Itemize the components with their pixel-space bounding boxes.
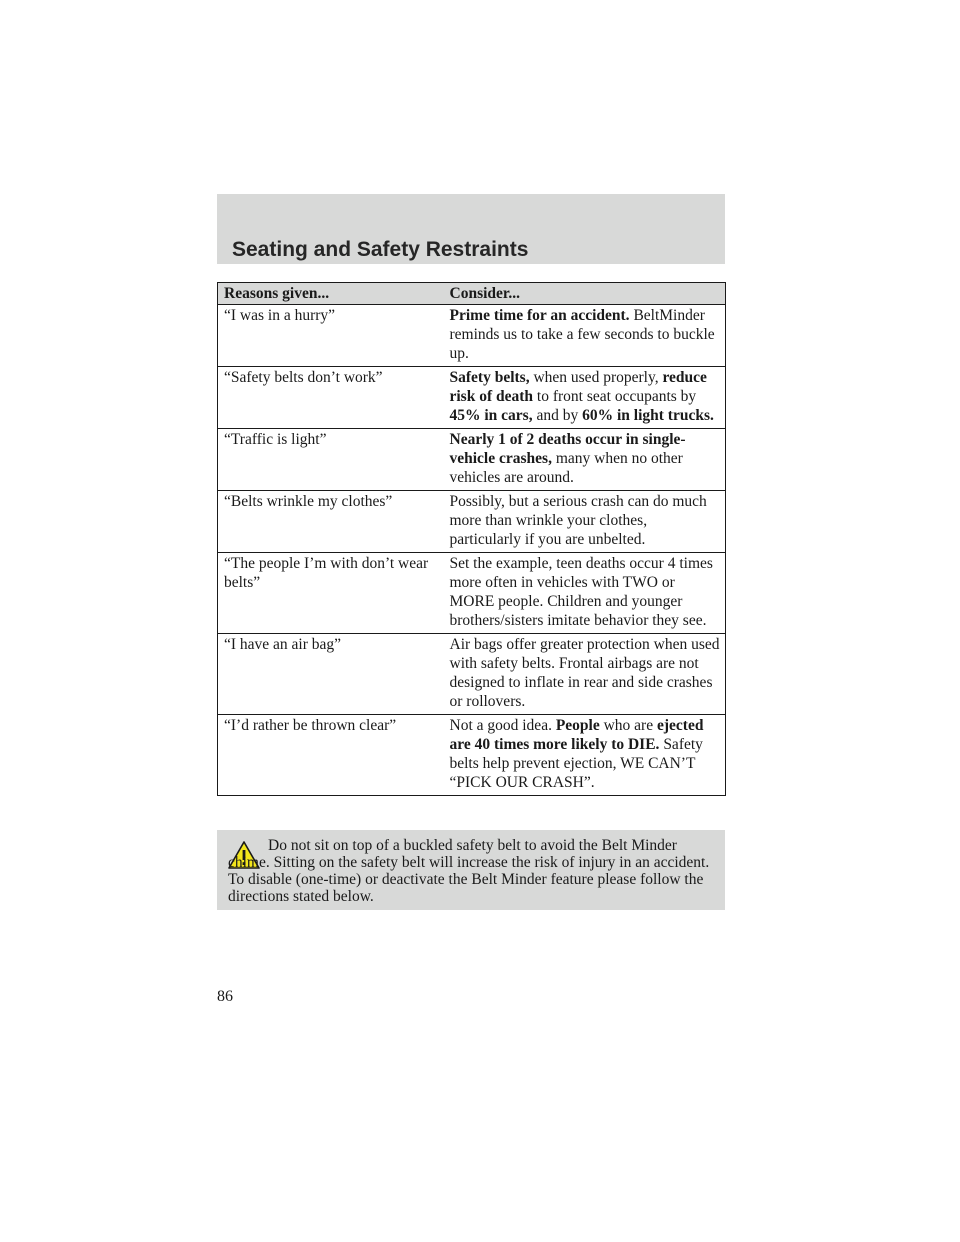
table-body <box>218 305 726 796</box>
consider-cell <box>444 715 726 796</box>
warning-text: Do not sit on top of a buckled safety belt to avoid the Belt Minder chime. Sitting on the safety belt will increase the risk of injury in an accident. To disable (one-time) or deactivate the Belt Minder feature please follow the directions stated below. <box>228 837 710 905</box>
reason-cell: “I’d rather be thrown clear” <box>218 715 444 796</box>
table-row <box>218 634 726 715</box>
body-text: Air bags offer greater protection when used with safety belts. Frontal airbags are not designed to inflate in rear and side crashes or rollovers. <box>449 636 720 710</box>
body-text: and by <box>532 407 583 424</box>
emphasis-text: Safety belts, <box>449 369 530 386</box>
emphasis-text: reduce risk of death <box>449 369 707 405</box>
section-header <box>217 194 725 264</box>
emphasis-text: Nearly 1 of 2 deaths occur in single-vehicle crashes, <box>449 431 686 467</box>
reason-cell: “I have an air bag” <box>218 634 444 715</box>
consider-cell <box>444 367 726 429</box>
reason-cell: “Traffic is light” <box>218 429 444 491</box>
table-row <box>218 553 726 634</box>
reason-cell: “I was in a hurry” <box>218 305 444 367</box>
body-text: many when no other vehicles are around. <box>449 450 683 486</box>
body-text: Set the example, teen deaths occur 4 times more often in vehicles with TWO or MORE people. Children and younger brothers/sisters imitate behavior they see. <box>449 555 713 629</box>
section-title: Seating and Safety Restraints <box>232 238 529 261</box>
table-row <box>218 367 726 429</box>
emphasis-text: People <box>555 717 600 734</box>
column-header-reasons: Reasons given... <box>218 283 444 305</box>
page-number: 86 <box>217 988 233 1005</box>
emphasis-text: 45% in cars, <box>449 407 533 424</box>
body-text: Not a good idea. <box>449 717 556 734</box>
consider-cell <box>444 553 726 634</box>
column-header-consider: Consider... <box>444 283 726 305</box>
emphasis-text: 60% in light trucks. <box>582 407 714 424</box>
emphasis-text: ejected are 40 times more likely to DIE. <box>449 717 704 753</box>
warning-box <box>217 830 725 910</box>
body-text: when used properly, <box>529 369 663 386</box>
emphasis-text: Prime time for an accident. <box>449 307 630 324</box>
body-text: who are <box>599 717 657 734</box>
table-row <box>218 305 726 367</box>
table-row <box>218 715 726 796</box>
body-text: Possibly, but a serious crash can do much more than wrinkle your clothes, particularly if you are unbelted. <box>449 493 707 548</box>
reason-cell: “Safety belts don’t work” <box>218 367 444 429</box>
table-row <box>218 429 726 491</box>
body-text: Safety belts help prevent ejection, WE CAN’T “PICK OUR CRASH”. <box>449 736 703 791</box>
reason-cell: “Belts wrinkle my clothes” <box>218 491 444 553</box>
consider-cell <box>444 429 726 491</box>
consider-cell <box>444 491 726 553</box>
table-header-row <box>218 283 726 305</box>
table-row <box>218 491 726 553</box>
reasons-table <box>217 282 726 796</box>
consider-cell <box>444 305 726 367</box>
body-text: BeltMinder reminds us to take a few seconds to buckle up. <box>449 307 715 362</box>
body-text: to front seat occupants by <box>533 388 697 405</box>
consider-cell <box>444 634 726 715</box>
reason-cell: “The people I’m with don’t wear belts” <box>218 553 444 634</box>
